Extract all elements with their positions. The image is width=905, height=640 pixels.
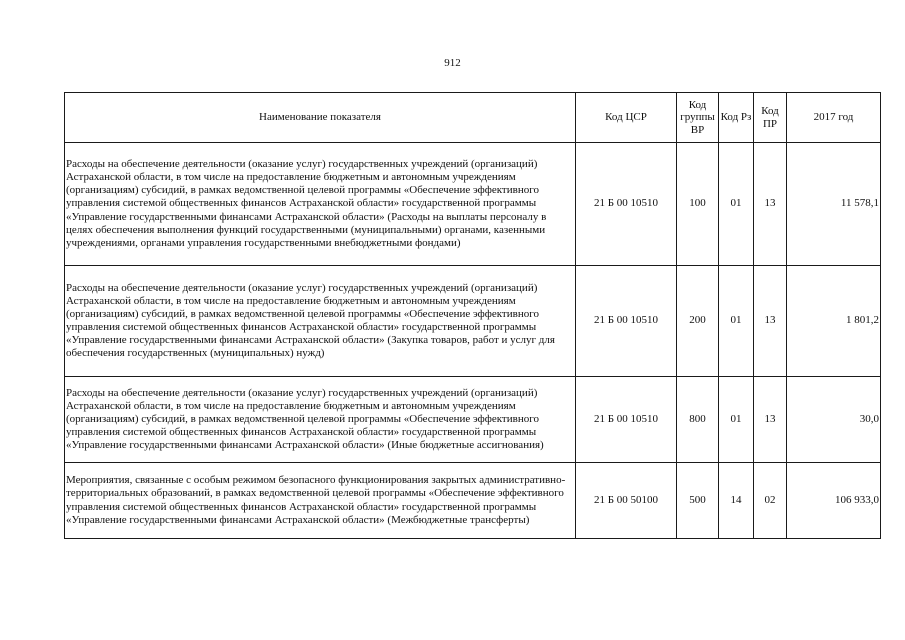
page-number: 912 bbox=[444, 57, 461, 69]
row-amount: 30,0 bbox=[787, 377, 881, 463]
row-name: Расходы на обеспечение деятельности (оказание услуг) государственных учреждений (организаций) Астраханской области, в том числе на предоставление бюджетным и автономным учреждениям (организациям) субсидий, в рамках ведомственной целевой программы «Обеспечение эффективного управления системой общественных финансов Астраханской области» государственной программы «Управление государственными финансами Астраханской области» (Иные бюджетные ассигнования) bbox=[65, 377, 576, 463]
table-row bbox=[65, 463, 881, 539]
row-rz: 01 bbox=[719, 377, 754, 463]
row-vr: 200 bbox=[677, 266, 719, 377]
row-vr: 100 bbox=[677, 143, 719, 266]
header-csr: Код ЦСР bbox=[576, 93, 677, 143]
row-name: Мероприятия, связанные с особым режимом безопасного функционирования закрытых административно-территориальных образований, в рамках ведомственной целевой программы «Обеспечение эффективного управления системой общественных финансов Астраханской области» государственной программы «Управление государственными финансами Астраханской области» (Межбюджетные трансферты) bbox=[65, 463, 576, 539]
table-header bbox=[65, 93, 881, 143]
header-rz: Код Рз bbox=[719, 93, 754, 143]
row-rz: 01 bbox=[719, 143, 754, 266]
header-pr: Код ПР bbox=[754, 93, 787, 143]
row-csr: 21 Б 00 50100 bbox=[576, 463, 677, 539]
row-pr: 02 bbox=[754, 463, 787, 539]
table-row bbox=[65, 377, 881, 463]
header-year: 2017 год bbox=[787, 93, 881, 143]
row-pr: 13 bbox=[754, 266, 787, 377]
row-name: Расходы на обеспечение деятельности (оказание услуг) государственных учреждений (организаций) Астраханской области, в том числе на предоставление бюджетным и автономным учреждениям (организациям) субсидий, в рамках ведомственной целевой программы «Обеспечение эффективного управления системой общественных финансов Астраханской области» государственной программы «Управление государственными финансами Астраханской области» (Закупка товаров, работ и услуг для обеспечения государственных (муниципальных) нужд) bbox=[65, 266, 576, 377]
row-rz: 01 bbox=[719, 266, 754, 377]
row-pr: 13 bbox=[754, 377, 787, 463]
row-pr: 13 bbox=[754, 143, 787, 266]
row-csr: 21 Б 00 10510 bbox=[576, 266, 677, 377]
row-amount: 11 578,1 bbox=[787, 143, 881, 266]
row-amount: 1 801,2 bbox=[787, 266, 881, 377]
table-body bbox=[65, 143, 881, 539]
row-amount: 106 933,0 bbox=[787, 463, 881, 539]
budget-table bbox=[64, 92, 881, 539]
header-name: Наименование показателя bbox=[65, 93, 576, 143]
row-vr: 500 bbox=[677, 463, 719, 539]
header-vr: Код группы ВР bbox=[677, 93, 719, 143]
header-row bbox=[65, 93, 881, 143]
row-csr: 21 Б 00 10510 bbox=[576, 377, 677, 463]
table-row bbox=[65, 266, 881, 377]
table-row bbox=[65, 143, 881, 266]
row-vr: 800 bbox=[677, 377, 719, 463]
row-csr: 21 Б 00 10510 bbox=[576, 143, 677, 266]
row-rz: 14 bbox=[719, 463, 754, 539]
row-name: Расходы на обеспечение деятельности (оказание услуг) государственных учреждений (организаций) Астраханской области, в том числе на предоставление бюджетным и автономным учреждениям (организациям) субсидий, в рамках ведомственной целевой программы «Обеспечение эффективного управления системой общественных финансов Астраханской области» государственной программы «Управление государственными финансами Астраханской области» (Расходы на выплаты персоналу в целях обеспечения выполнения функций государственными (муниципальными) органами, казенными учреждениями, органами управления государственными внебюджетными фондами) bbox=[65, 143, 576, 266]
